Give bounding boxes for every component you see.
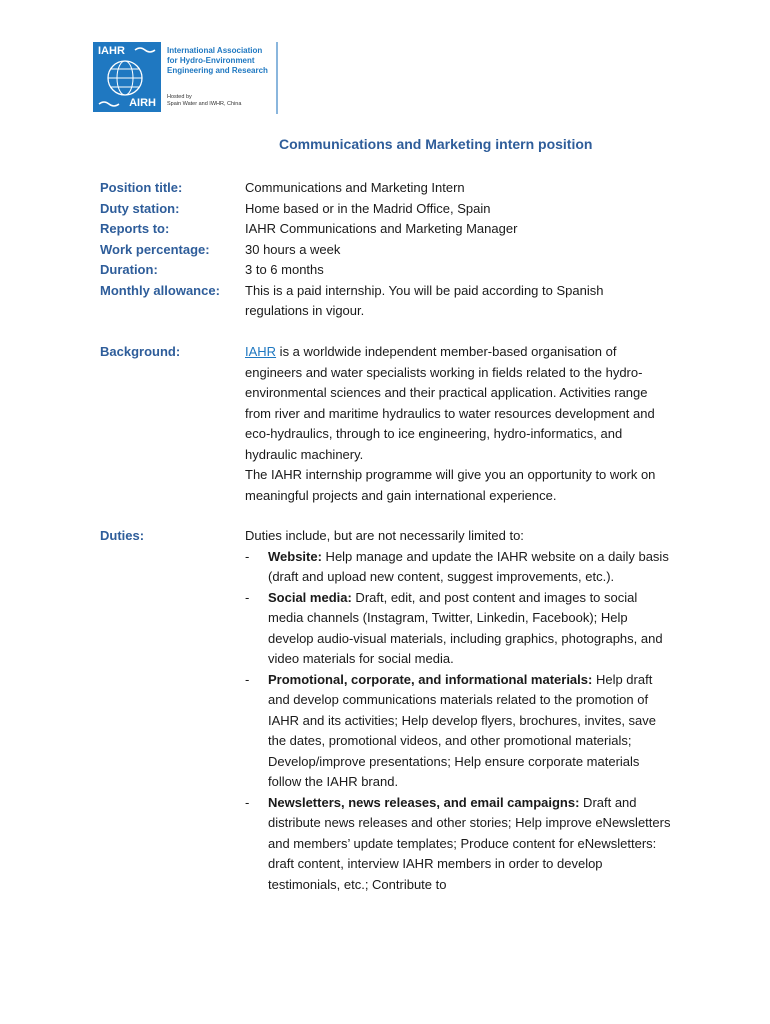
list-item: - Website: Help manage and update the IAHR website on a daily basis (draft and upload new content, suggest improvements, etc.). — [245, 548, 669, 584]
duties-list — [245, 547, 671, 896]
background-text: IAHR is a worldwide independent member-based organisation of engineers and water specialists working in fields related to the hydro-environmental sciences and their practical application. Activities range from river and maritime hydraulics to water resources development and eco-hydraulics, through to ice engineering, hydro-informatics, and hydraulic machinery. The IAHR internship programme will give you an opportunity to work on meaningful projects and gain international experience. — [245, 344, 656, 503]
list-item: - Promotional, corporate, and informational materials: Help draft and develop communications materials related to the promotion of IAHR and its activities; Help develop flyers, brochures, invites, save the dates, promotional videos, and other promotional materials; Develop/improve presentations; Help ensure corporate materials follow the IAHR brand. — [245, 671, 657, 789]
logo-abbr-es: AIRH — [129, 97, 156, 109]
list-item: - Newsletters, news releases, and email campaigns: Draft and distribute news releases and other stories; Help improve eNewsletters and members’ update templates; Produce content for eNewsletters: draft content, interview IAHR members in order to develop testimonials, etc.; Contribute to — [245, 794, 671, 892]
logo-emblem — [93, 42, 161, 112]
logo-org-name: International Association for Hydro-Environment Engineering and Research — [167, 46, 268, 75]
iahr-logo — [93, 42, 283, 116]
logo-hosted-by: Hosted by Spain Water and IWHR, China — [167, 94, 242, 107]
duties-content: Duties include, but are not necessarily limited to: - Website: Help manage and update the IAHR website on a daily basis (draft and upload new content, suggest improvements, etc.). - Social media: Draft, edit, and post content and images to social media channels (Instagram, Twitter, Linkedin, Facebook); Help develop audio-visual materials, including graphics, photographs, and video materials for social media. - Promotional, corporate, and informational materials: Help draft and develop communications materials related to the promotion of IAHR and its activities; Help develop flyers, brochures, invites, save the dates, promotional videos, and other promotional materials; Develop/improve presentations; Help ensure corporate materials follow the IAHR brand. - Newsletters, news releases, and email campaigns: Draft and distribute news releases and other stories; Help improve eNewsletters and members’ update templates; Produce content for eNewsletters: draft content, interview IAHR members in order to develop testimonials, etc.; Contribute to — [245, 526, 671, 895]
page-title: Communications and Marketing intern position — [279, 136, 593, 152]
logo-abbr-en: IAHR — [98, 45, 125, 57]
logo-divider — [276, 42, 278, 114]
list-item: - Social media: Draft, edit, and post content and images to social media channels (Instagram, Twitter, Linkedin, Facebook); Help develop audio-visual materials, including graphics, photographs, and video materials for social media. — [245, 589, 663, 666]
iahr-link[interactable]: IAHR — [245, 344, 277, 359]
